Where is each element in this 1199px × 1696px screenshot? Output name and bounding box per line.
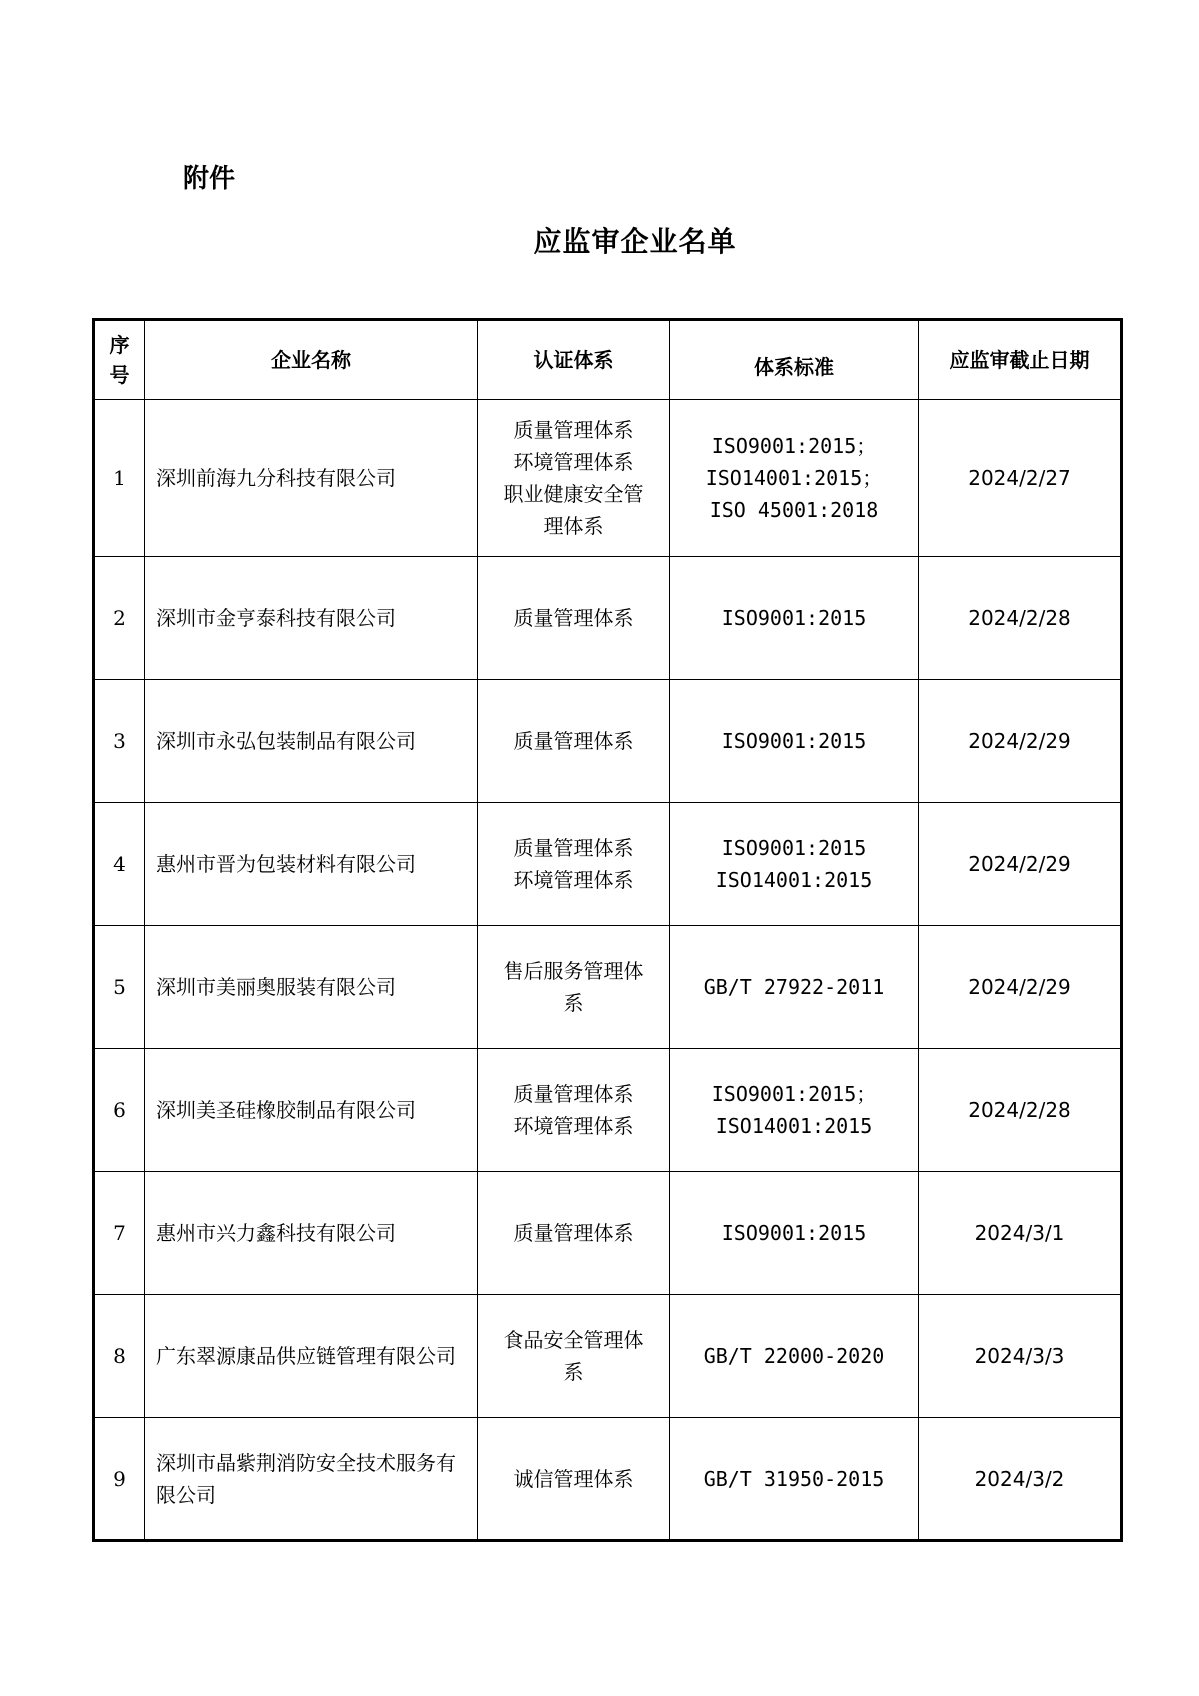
system-standard-line: ISO9001:2015 bbox=[721, 729, 867, 753]
certification-system bbox=[478, 400, 670, 557]
certification-system-line: 环境管理体系 bbox=[513, 868, 634, 892]
header-system: 认证体系 bbox=[478, 320, 670, 400]
table-row bbox=[94, 1049, 1122, 1172]
certification-system-line: 质量管理体系 bbox=[513, 729, 634, 753]
certification-system-line: 质量管理体系 bbox=[513, 418, 634, 442]
table-row bbox=[94, 926, 1122, 1049]
certification-system bbox=[478, 926, 670, 1049]
audit-deadline: 2024/2/29 bbox=[919, 803, 1122, 926]
audit-deadline: 2024/2/27 bbox=[919, 400, 1122, 557]
row-number: 4 bbox=[94, 803, 145, 926]
row-number: 3 bbox=[94, 680, 145, 803]
certification-system-line: 理体系 bbox=[543, 514, 604, 538]
certification-system-line: 环境管理体系 bbox=[513, 1114, 634, 1138]
system-standard bbox=[670, 1418, 919, 1541]
table-row bbox=[94, 803, 1122, 926]
system-standard-line: ISO9001:2015； bbox=[711, 434, 877, 458]
row-number: 7 bbox=[94, 1172, 145, 1295]
audit-deadline: 2024/3/3 bbox=[919, 1295, 1122, 1418]
system-standard-line: ISO14001:2015 bbox=[715, 868, 873, 892]
row-number: 1 bbox=[94, 400, 145, 557]
system-standard-line: ISO9001:2015； bbox=[711, 1082, 877, 1106]
certification-system bbox=[478, 680, 670, 803]
system-standard bbox=[670, 680, 919, 803]
audit-deadline: 2024/2/28 bbox=[919, 1049, 1122, 1172]
system-standard-line: ISO14001:2015； bbox=[705, 466, 883, 490]
company-name: 广东翠源康品供应链管理有限公司 bbox=[145, 1295, 478, 1418]
certification-system-line: 质量管理体系 bbox=[513, 1221, 634, 1245]
certification-system bbox=[478, 557, 670, 680]
company-name: 深圳前海九分科技有限公司 bbox=[145, 400, 478, 557]
row-number: 8 bbox=[94, 1295, 145, 1418]
table-row bbox=[94, 1172, 1122, 1295]
certification-system-line: 食品安全管理体 bbox=[503, 1328, 644, 1352]
table-header-row bbox=[94, 320, 1122, 400]
system-standard bbox=[670, 926, 919, 1049]
certification-system-line: 售后服务管理体 bbox=[503, 959, 644, 983]
system-standard bbox=[670, 1295, 919, 1418]
company-name: 深圳美圣硅橡胶制品有限公司 bbox=[145, 1049, 478, 1172]
system-standard-line: ISO9001:2015 bbox=[721, 836, 867, 860]
row-number: 9 bbox=[94, 1418, 145, 1541]
document-title: 应监审企业名单 bbox=[533, 225, 737, 258]
row-number: 6 bbox=[94, 1049, 145, 1172]
system-standard-line: ISO9001:2015 bbox=[721, 606, 867, 630]
table-row bbox=[94, 680, 1122, 803]
certification-system bbox=[478, 1418, 670, 1541]
certification-system bbox=[478, 1049, 670, 1172]
certification-system-line: 系 bbox=[563, 991, 584, 1015]
audit-deadline: 2024/2/29 bbox=[919, 680, 1122, 803]
header-company: 企业名称 bbox=[145, 320, 478, 400]
company-name: 深圳市金亨泰科技有限公司 bbox=[145, 557, 478, 680]
row-number: 5 bbox=[94, 926, 145, 1049]
system-standard-line: GB/T 27922-2011 bbox=[703, 975, 885, 999]
certification-system bbox=[478, 803, 670, 926]
table-row bbox=[94, 1295, 1122, 1418]
table-row bbox=[94, 400, 1122, 557]
certification-system-line: 职业健康安全管 bbox=[503, 482, 644, 506]
certification-system-line: 系 bbox=[563, 1360, 584, 1384]
audit-deadline: 2024/3/1 bbox=[919, 1172, 1122, 1295]
audit-deadline: 2024/3/2 bbox=[919, 1418, 1122, 1541]
system-standard-line: ISO14001:2015 bbox=[715, 1114, 873, 1138]
system-standard bbox=[670, 1172, 919, 1295]
enterprise-table bbox=[92, 318, 1123, 1542]
table-row bbox=[94, 557, 1122, 680]
table-row bbox=[94, 1418, 1122, 1541]
audit-deadline: 2024/2/28 bbox=[919, 557, 1122, 680]
company-name: 惠州市兴力鑫科技有限公司 bbox=[145, 1172, 478, 1295]
system-standard bbox=[670, 557, 919, 680]
certification-system bbox=[478, 1172, 670, 1295]
certification-system-line: 诚信管理体系 bbox=[513, 1466, 634, 1491]
system-standard-line: GB/T 31950-2015 bbox=[703, 1466, 885, 1491]
header-no: 序号 bbox=[94, 320, 145, 400]
certification-system bbox=[478, 1295, 670, 1418]
header-deadline: 应监审截止日期 bbox=[919, 320, 1122, 400]
system-standard bbox=[670, 1049, 919, 1172]
company-name: 惠州市晋为包装材料有限公司 bbox=[145, 803, 478, 926]
certification-system-line: 质量管理体系 bbox=[513, 1082, 634, 1106]
certification-system-line: 环境管理体系 bbox=[513, 450, 634, 474]
row-number: 2 bbox=[94, 557, 145, 680]
company-name: 深圳市晶紫荆消防安全技术服务有限公司 bbox=[145, 1418, 478, 1541]
company-name: 深圳市美丽奥服装有限公司 bbox=[145, 926, 478, 1049]
system-standard-line: GB/T 22000-2020 bbox=[703, 1344, 885, 1368]
system-standard bbox=[670, 400, 919, 557]
company-name: 深圳市永弘包装制品有限公司 bbox=[145, 680, 478, 803]
system-standard-line: ISO 45001:2018 bbox=[709, 498, 879, 522]
certification-system-line: 质量管理体系 bbox=[513, 836, 634, 860]
certification-system-line: 质量管理体系 bbox=[513, 606, 634, 630]
header-standard: 体系标准 bbox=[670, 320, 919, 400]
system-standard bbox=[670, 803, 919, 926]
system-standard-line: ISO9001:2015 bbox=[721, 1221, 867, 1245]
attachment-label: 附件 bbox=[183, 164, 236, 194]
audit-deadline: 2024/2/29 bbox=[919, 926, 1122, 1049]
